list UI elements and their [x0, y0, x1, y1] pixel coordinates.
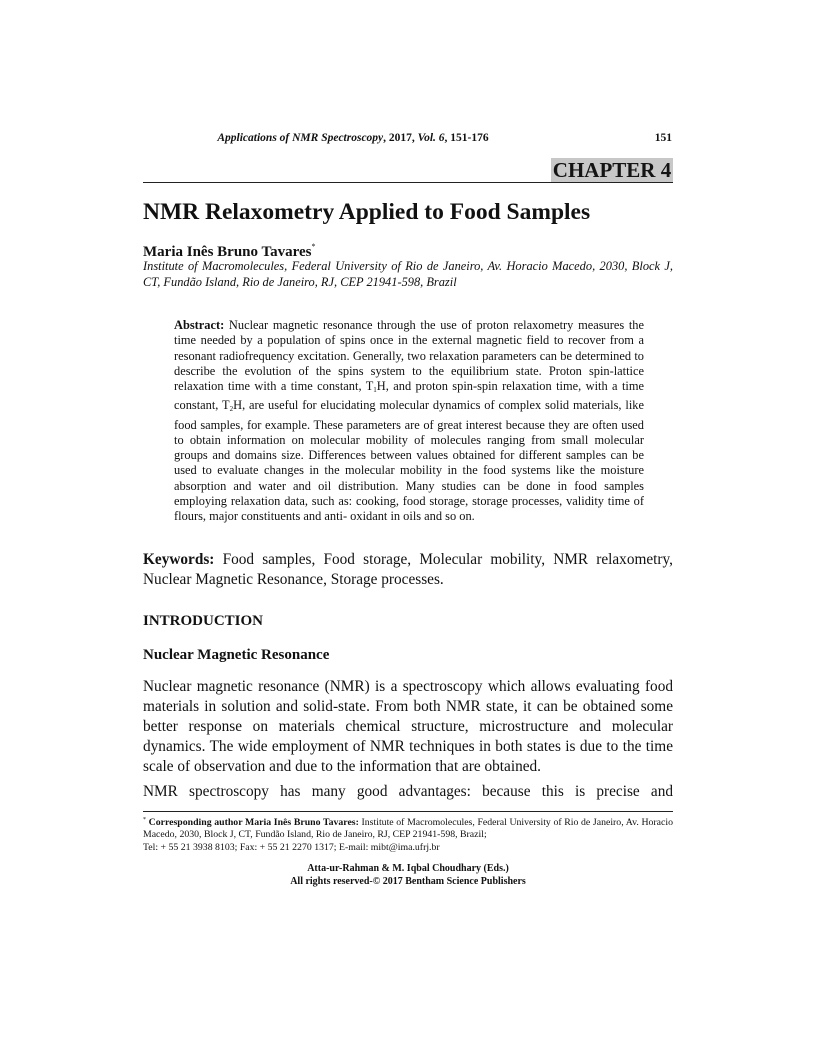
journal-year: , 2017,: [383, 132, 418, 144]
keywords-text: Food samples, Food storage, Molecular mobility, NMR relaxometry, Nuclear Magnetic Resonance, Storage processes.: [143, 551, 673, 588]
chapter-title: NMR Relaxometry Applied to Food Samples: [143, 199, 591, 225]
abstract-subscript: 2: [229, 405, 234, 414]
abstract-text: Nuclear magnetic resonance through the use of proton relaxometry measures the time needed by a population of spins once in the external magnetic field to recover from a resonant radiofrequency excitation. Generally, two relaxation parameters can be determined to describe the evolution of the spins system to the equilibrium state. Proton spin-lattice relaxation time with a time constant, T: [174, 318, 644, 393]
abstract-label: Abstract:: [174, 318, 225, 332]
abstract-subscript: 1: [373, 386, 377, 394]
keywords-label: Keywords:: [143, 551, 215, 568]
page-number: 151: [654, 132, 672, 144]
body-paragraph: NMR spectroscopy has many good advantages: because this is precise and: [143, 783, 673, 800]
subsection-heading-nmr: Nuclear Magnetic Resonance: [143, 647, 330, 663]
journal-volume: Vol. 6: [417, 132, 445, 144]
chapter-label: CHAPTER 4: [552, 158, 672, 182]
running-head: [143, 132, 672, 150]
editors-line: Atta-ur-Rahman & M. Iqbal Choudhary (Eds.): [307, 863, 509, 874]
author-affiliation: Institute of Macromolecules, Federal University of Rio de Janeiro, Av. Horacio Macedo, 2030, Block J, CT, Fundão Island, Rio de Janeiro, RJ, CEP 21941-598, Brazil: [143, 259, 673, 289]
footnote: [143, 814, 673, 854]
publisher-credits: [143, 863, 673, 888]
header-rule: [143, 182, 673, 183]
abstract-text: H, are useful for elucidating molecular dynamics of complex solid materials, like food samples, for example. These parameters are of great interest because they are often used to obtain information on molecular mobility of molecules ranging from small molecular groups and domains size. Differences between values obtained for different samples can be used to evaluate changes in the molecular mobility in the food systems like the moisture absorption and water and oil distribution. Many studies can be done in food samples employing relaxation data, such as: cooking, food storage, storage processes, validity time of flours, major constituents and anti- oxidant in oils and so on.: [174, 398, 644, 523]
body-paragraph: Nuclear magnetic resonance (NMR) is a spectroscopy which allows evaluating food materials in solution and solid-state. From both NMR state, it can be obtained some better response on materials chemical structure, microstructure and molecular dynamics. The wide employment of NMR techniques in both states is due to the time scale of observation and due to the information that are obtained.: [143, 678, 673, 775]
footnote-contact: Tel: + 55 21 3938 8103; Fax: + 55 21 2270 1317; E-mail: mibt@ima.ufrj.br: [143, 841, 440, 853]
journal-title: Applications of NMR Spectroscopy: [217, 132, 384, 144]
abstract-text: H, and proton spin-spin relaxation time, with a time constant, T: [174, 379, 644, 413]
footnote-marker: *: [143, 817, 146, 823]
keywords: [143, 550, 673, 590]
footnote-text: Institute of Macromolecules, Federal University of Rio de Janeiro, Av. Horacio Macedo, 2030, Block J, CT, Fundão Island, Rio de Janeiro, RJ, CEP 21941-598, Brazil;: [143, 817, 673, 841]
section-heading-introduction: INTRODUCTION: [143, 613, 264, 629]
copyright-line: All rights reserved-© 2017 Bentham Science Publishers: [290, 875, 526, 887]
author-footnote-marker: *: [311, 242, 316, 251]
journal-citation: [143, 132, 563, 144]
footnote-label: Corresponding author Maria Inês Bruno Tavares:: [148, 817, 359, 828]
journal-pages: , 151-176: [444, 132, 489, 144]
abstract: [174, 318, 644, 524]
author-name: Maria Inês Bruno Tavares: [143, 244, 312, 260]
footnote-rule: [143, 811, 673, 812]
